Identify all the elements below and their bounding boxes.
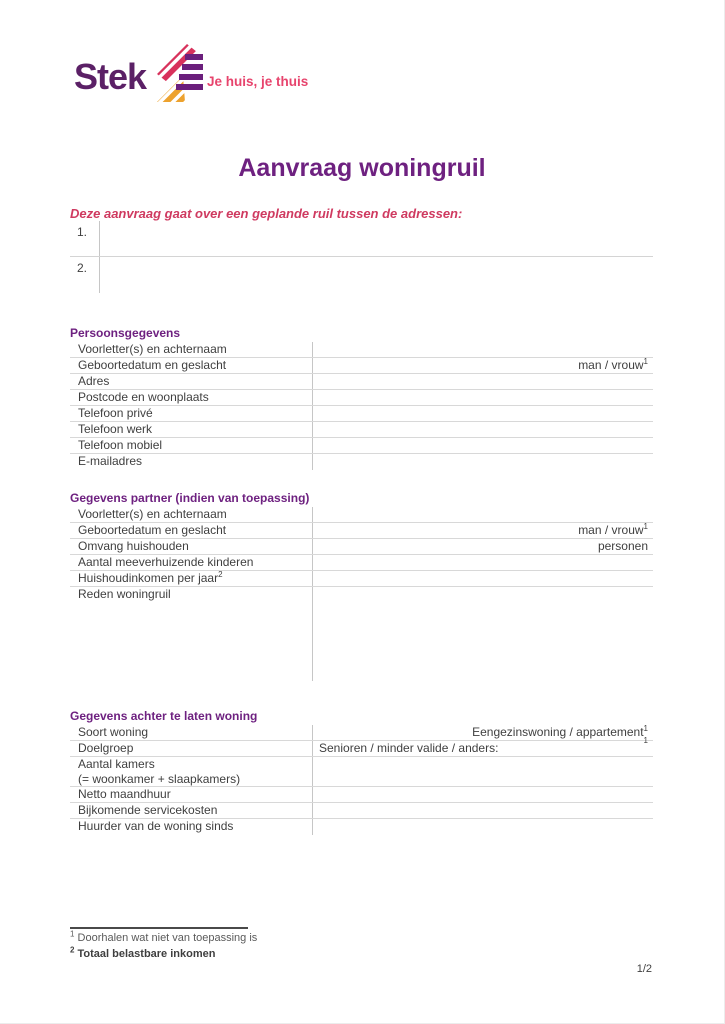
form-row — [70, 819, 653, 835]
form-row — [70, 438, 653, 454]
field-value-cell[interactable] — [313, 342, 653, 357]
form-row — [70, 539, 653, 555]
gegevens-partner-table — [70, 507, 653, 681]
form-row — [70, 787, 653, 803]
field-label: Doelgroep — [70, 741, 313, 756]
address-input-area-2[interactable] — [100, 257, 653, 293]
form-row — [70, 587, 653, 681]
footnote-marker: 1 — [643, 522, 648, 531]
form-row — [70, 454, 653, 470]
field-value-cell[interactable] — [313, 757, 653, 786]
section-title-achter-te-laten-woning: Gegevens achter te laten woning — [70, 709, 258, 723]
field-label: Bijkomende servicekosten — [70, 803, 313, 818]
address-table — [70, 221, 653, 293]
field-label: Telefoon werk — [70, 422, 313, 437]
address-number-2: 2. — [70, 257, 100, 293]
address-input-area-1[interactable] — [100, 221, 653, 256]
footnote-separator — [70, 927, 248, 929]
field-value-cell[interactable] — [313, 787, 653, 802]
footnote-marker: 1 — [643, 736, 648, 745]
field-label: Aantal kamers (= woonkamer + slaapkamers) — [70, 757, 313, 786]
field-label: Geboortedatum en geslacht — [70, 358, 313, 373]
stek-logo-icon — [157, 44, 203, 109]
field-label: Telefoon mobiel — [70, 438, 313, 453]
field-label: Huurder van de woning sinds — [70, 819, 313, 835]
field-value: Eengezinswoning / appartement — [472, 725, 644, 739]
form-row — [70, 725, 653, 741]
form-row — [70, 406, 653, 422]
field-label: Telefoon privé — [70, 406, 313, 421]
form-row — [70, 342, 653, 358]
field-value-cell[interactable] — [313, 555, 653, 570]
address-number-1: 1. — [70, 221, 100, 256]
field-label: Huishoudinkomen per jaar$^2$ — [70, 571, 313, 586]
footnote-marker: 1 — [643, 724, 648, 733]
field-label: Geboortedatum en geslacht — [70, 523, 313, 538]
field-label: Adres — [70, 374, 313, 389]
form-row — [70, 507, 653, 523]
footnote-marker: 2 — [218, 570, 223, 579]
footnote-2: $^2$ Totaal belastbare inkomen — [70, 945, 216, 960]
section-title-gegevens-partner: Gegevens partner (indien van toepassing) — [70, 491, 310, 505]
form-row — [70, 555, 653, 571]
field-label: Voorletter(s) en achternaam — [70, 342, 313, 357]
form-row — [70, 358, 653, 374]
field-value: man / vrouw — [578, 523, 644, 537]
stek-wordmark: Stek — [74, 56, 147, 97]
field-value-cell[interactable] — [313, 736, 653, 756]
field-value-cell[interactable] — [313, 725, 653, 740]
field-value: Senioren / minder valide / anders: — [319, 741, 499, 755]
address-row-2 — [70, 257, 653, 293]
field-value-cell[interactable] — [313, 358, 653, 373]
page-number: 1/2 — [636, 963, 652, 975]
field-value-cell[interactable] — [313, 438, 653, 453]
footnote-marker: 2 — [70, 945, 75, 955]
form-row — [70, 571, 653, 587]
intro-text: Deze aanvraag gaat over een geplande ruil tussen de adressen: — [70, 206, 463, 221]
address-row-1 — [70, 221, 653, 257]
field-value-cell[interactable] — [313, 523, 653, 538]
field-value-cell[interactable] — [313, 819, 653, 835]
achter-te-laten-woning-table — [70, 725, 653, 835]
brand-tagline: Je huis, je thuis — [207, 74, 309, 89]
field-value-cell[interactable] — [313, 571, 653, 586]
field-label: Omvang huishouden — [70, 539, 313, 554]
field-value-cell[interactable] — [313, 507, 653, 522]
persoonsgegevens-table — [70, 342, 653, 470]
field-value-cell[interactable] — [313, 390, 653, 405]
form-row — [70, 390, 653, 406]
form-row — [70, 422, 653, 438]
field-value: man / vrouw — [578, 358, 644, 372]
footnote-marker: 1 — [70, 929, 75, 939]
footnote-marker: 1 — [643, 357, 648, 366]
field-value-cell[interactable] — [313, 454, 653, 470]
field-label: Voorletter(s) en achternaam — [70, 507, 313, 522]
field-label: Soort woning — [70, 725, 313, 740]
field-label: Postcode en woonplaats — [70, 390, 313, 405]
footnote-1: $^1$ Doorhalen wat niet van toepassing is — [70, 929, 258, 944]
field-label: Aantal meeverhuizende kinderen — [70, 555, 313, 570]
form-row — [70, 523, 653, 539]
field-value-cell[interactable] — [313, 406, 653, 421]
field-value-cell[interactable] — [313, 422, 653, 437]
field-value-cell[interactable] — [313, 803, 653, 818]
section-title-persoonsgegevens: Persoonsgegevens — [70, 326, 181, 340]
form-row — [70, 757, 653, 787]
field-value-cell[interactable] — [313, 587, 653, 681]
form-row — [70, 736, 653, 757]
field-value-cell[interactable] — [313, 539, 653, 554]
field-label: Netto maandhuur — [70, 787, 313, 802]
field-value: personen — [597, 539, 648, 553]
field-value-cell[interactable] — [313, 374, 653, 389]
form-row — [70, 803, 653, 819]
field-label: E-mailadres — [70, 454, 313, 470]
form-row — [70, 374, 653, 390]
page-title: Aanvraag woningruil — [238, 154, 486, 182]
field-label: Reden woningruil — [70, 587, 313, 681]
